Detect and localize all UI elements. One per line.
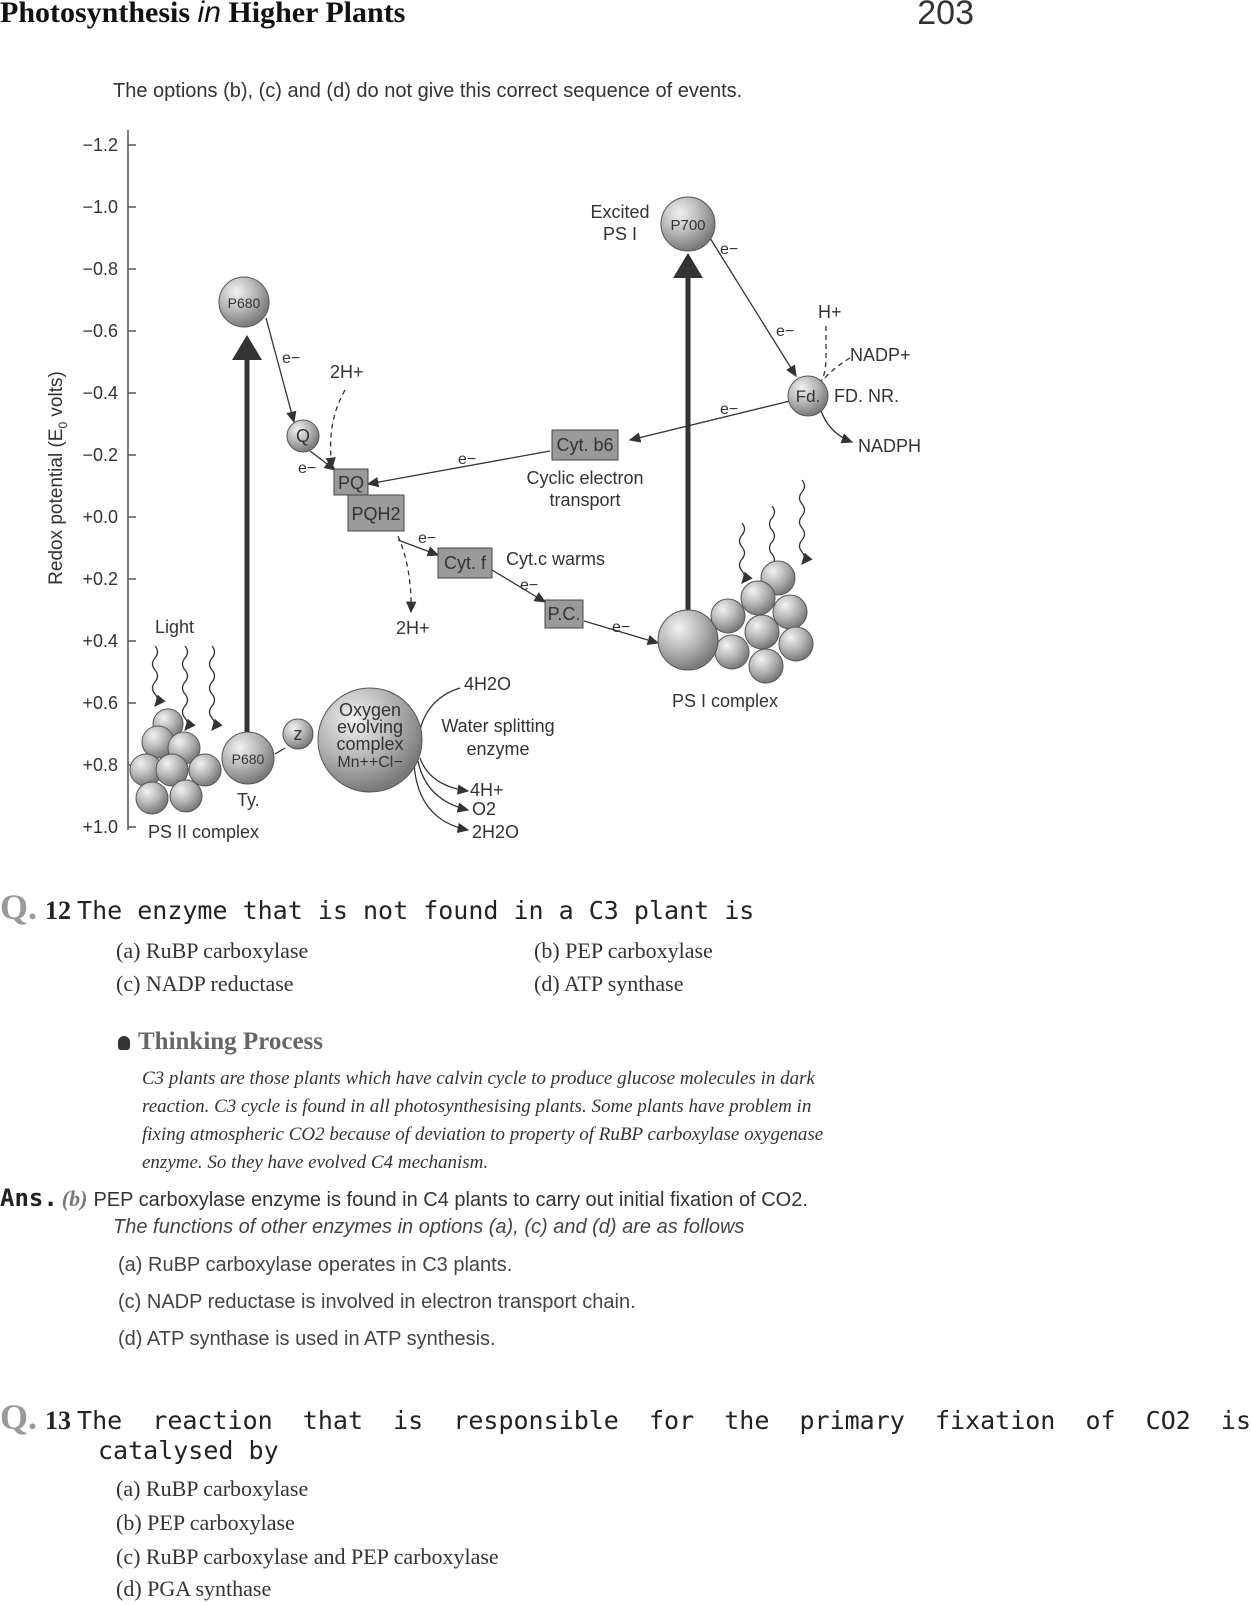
- e-label-6: e−: [612, 619, 631, 636]
- e-label-5: e−: [520, 577, 539, 594]
- question-mark-icon: Q.: [0, 1397, 38, 1437]
- p680-top-label: P680: [227, 295, 261, 311]
- y-tick-label: +0.8: [82, 755, 118, 775]
- q13-option-c: (c) RuBP carboxylase and PEP carboxylase: [116, 1544, 499, 1569]
- q13-option-a: (a) RuBP carboxylase: [116, 1476, 309, 1501]
- arrow-z-p680: [275, 748, 285, 754]
- e-label-1: e−: [282, 350, 301, 367]
- cyt-b6-label: Cyt. b6: [556, 435, 614, 455]
- answer: Ans. (b) PEP carboxylase enzyme is found in C4 plants to carry out initial fixation of CO2.: [0, 1184, 808, 1212]
- ps1-label: PS I complex: [672, 691, 779, 711]
- oec-label-3: complex: [336, 734, 404, 754]
- q12-option-d: (d) ATP synthase: [534, 971, 684, 996]
- thinking-process-body: C3 plants are those plants which have calvin cycle to produce glucose molecules in dark reaction. C3 cycle is found in all photosynthesising plants. Some plants have problem in fixing atmospheric CO2 because of deviation to property of RuBP carboxylase oxygenase enzyme. So they have evolved C4 mechanism.: [142, 1068, 824, 1173]
- y-tick-label: +0.2: [82, 569, 118, 589]
- fd-nr-label: FD. NR.: [834, 386, 899, 406]
- q12-option-b: (b) PEP carboxylase: [534, 938, 713, 963]
- p680-bottom-label: P680: [231, 751, 265, 767]
- e-label-9: e−: [720, 401, 739, 418]
- oec-label-1: Oxygen: [338, 700, 402, 720]
- cyclic-label-1: Cyclic electron: [526, 468, 644, 488]
- cytc-label: Cyt.c warms: [506, 549, 605, 569]
- four-h-label: 4H+: [470, 780, 504, 800]
- arrow-fd-nadph: [820, 408, 852, 442]
- cyclic-label-2: transport: [549, 490, 621, 510]
- two-h-bottom-label: 2H+: [396, 618, 430, 638]
- ps1-complex-cluster: [711, 561, 813, 683]
- nadp-label: NADP+: [850, 345, 911, 365]
- question-13: Q. 13 The reaction that is responsible for the primary fixation of CO2 is: [0, 1397, 1251, 1437]
- e-label-2: e−: [298, 460, 317, 477]
- water-splitting-label-1: Water splitting: [441, 716, 555, 736]
- z-label: z: [293, 724, 303, 744]
- answer-line-1: PEP carboxylase enzyme is found in C4 plants to carry out initial fixation of CO2.: [93, 1189, 808, 1211]
- chapter-title: Photosynthesis in Higher Plants: [0, 0, 406, 29]
- answer-item-d: (d) ATP synthase is used in ATP synthesis.: [118, 1328, 496, 1350]
- e-label-3: e−: [458, 451, 477, 468]
- ty-label: Ty.: [237, 790, 260, 810]
- light-label: Light: [155, 617, 195, 637]
- answer-item-a: (a) RuBP carboxylase operates in C3 plants.: [118, 1254, 513, 1276]
- y-tick-label: −1.0: [82, 197, 118, 217]
- intro-text: The options (b), (c) and (d) do not give this correct sequence of events.: [113, 80, 743, 102]
- y-tick-label: −0.4: [82, 383, 118, 403]
- p700-label: P700: [670, 217, 706, 234]
- two-h2o-label: 2H2O: [472, 822, 520, 842]
- e-label-7: e−: [720, 241, 739, 258]
- thinking-process-heading: Thinking Process: [118, 1028, 323, 1056]
- excited-ps1-label-1: Excited: [590, 202, 650, 222]
- question-13-text-line-1: The reaction that is responsible for the primary fixation of CO2 is: [77, 1406, 1251, 1435]
- pqh2-label: PQH2: [351, 504, 401, 524]
- answer-line-2: The functions of other enzymes in options (a), (c) and (d) are as follows: [113, 1216, 745, 1238]
- oec-label-2: evolving: [336, 717, 404, 737]
- e-label-8: e−: [776, 323, 795, 340]
- cyt-f-label: Cyt. f: [443, 553, 487, 573]
- ps2-complex-cluster: [130, 709, 221, 814]
- e-label-4: e−: [418, 530, 437, 547]
- question-12: Q. 12 The enzyme that is not found in a C3 plant is: [0, 887, 755, 927]
- question-mark-icon: Q.: [0, 887, 38, 927]
- arrow-2h-in: [331, 390, 345, 468]
- q13-option-b: (b) PEP carboxylase: [116, 1510, 295, 1535]
- answer-item-c: (c) NADP reductase is involved in electron transport chain.: [118, 1291, 636, 1313]
- h-plus-label: H+: [818, 302, 842, 322]
- y-tick-label: +1.0: [82, 817, 118, 837]
- arrow-p680-q: [266, 318, 294, 422]
- o2-label: O2: [472, 799, 497, 819]
- arrow-nadp: [818, 358, 850, 386]
- nadph-label: NADPH: [858, 436, 922, 456]
- q-label: Q: [295, 426, 311, 446]
- ps2-label: PS II complex: [148, 822, 260, 842]
- y-tick-label: −1.2: [82, 135, 118, 155]
- y-tick-label: +0.4: [82, 631, 118, 651]
- four-h2o-label: 4H2O: [464, 674, 512, 694]
- y-tick-label: −0.2: [82, 445, 118, 465]
- arrow-4h: [420, 758, 468, 791]
- excited-ps1-label-2: PS I: [602, 224, 638, 244]
- arrow-p700-fd: [710, 238, 796, 376]
- q12-option-a: (a) RuBP carboxylase: [116, 938, 309, 963]
- y-axis-label: Redox potential ($E_0$ volts): [46, 371, 70, 585]
- pq-label: PQ: [337, 473, 365, 493]
- lightbulb-icon: [118, 1036, 130, 1050]
- y-tick-label: +0.0: [82, 507, 118, 527]
- z-scheme-diagram: [0, 118, 998, 853]
- pc-label: P.C.: [547, 604, 581, 624]
- water-splitting-label-2: enzyme: [466, 739, 530, 759]
- arrow-2h-out: [398, 536, 411, 612]
- question-13-text-line-2: catalysed by: [98, 1436, 279, 1465]
- q12-option-c: (c) NADP reductase: [116, 971, 294, 996]
- y-tick-label: +0.6: [82, 693, 118, 713]
- two-h-top-label: 2H+: [330, 362, 364, 382]
- q13-option-d: (d) PGA synthase: [116, 1576, 272, 1601]
- y-tick-label: −0.6: [82, 321, 118, 341]
- fd-label: Fd.: [795, 387, 821, 406]
- ps1-reaction-center: [658, 610, 718, 670]
- y-tick-label: −0.8: [82, 259, 118, 279]
- page-number: 203: [917, 0, 974, 32]
- arrow-fd-cytb6: [630, 401, 790, 440]
- oec-label-4: Mn++Cl−: [337, 754, 403, 771]
- question-12-text: The enzyme that is not found in a C3 plant is: [77, 896, 755, 925]
